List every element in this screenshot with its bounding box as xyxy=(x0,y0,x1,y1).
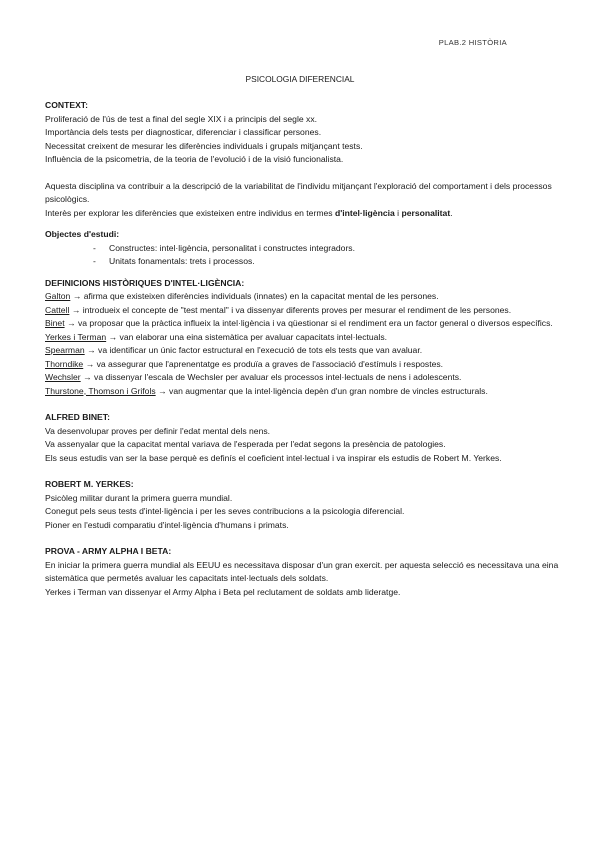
author-name: Cattell xyxy=(45,304,70,315)
author-name: Galton xyxy=(45,291,71,301)
author-name: Yerkes i Terman xyxy=(45,331,107,342)
section-heading: CONTEXT: xyxy=(45,100,88,110)
section-heading: ALFRED BINET: xyxy=(45,412,110,422)
context-line: Proliferació de l'ús de test a final del segle XIX i a principis del segle xx. xyxy=(45,113,318,124)
author-name: Wechsler xyxy=(45,372,81,382)
bold-term: d'intel·ligència xyxy=(334,207,395,218)
author-name: Spearman xyxy=(45,345,85,355)
context-line: Importància dels tests per diagnosticar, diferenciar i classificar persones. xyxy=(45,127,322,137)
section-line: Els seus estudis van ser la base perquè es definís el coeficient intel·lectual i va inspirar els estudis de Robert M. Yerkes. xyxy=(45,452,502,463)
definicions-section xyxy=(45,277,563,399)
section-heading: DEFINICIONS HISTÒRIQUES D'INTEL·LIGÈNCIA: xyxy=(45,277,245,288)
author-name: Binet xyxy=(45,318,65,328)
definition-item: Thurstone, Thomson i Grifols → van augmentar que la intel·ligència depèn d'un gran nombre de vincles estructurals. xyxy=(45,385,488,396)
section-line: Pioner en l'estudi comparatiu d'intel·ligència d'humans i primats. xyxy=(45,519,289,530)
context-paragraph: Interès per explorar les diferències que existeixen entre individus en termes d'intel·ligència i personalitat. xyxy=(45,207,453,218)
context-line: Influència de la psicometria, de la teoria de l'evolució i de la visió funcionalista. xyxy=(45,154,344,164)
definition-item: Binet → va proposar que la pràctica influeix la intel·ligència i va qüestionar si el rendiment era un factor general o diversos específics. xyxy=(45,318,553,328)
document-title: PSICOLOGIA DIFERENCIAL xyxy=(245,74,355,84)
section-line: Conegut pels seus tests d'intel·ligència i per les seves contribucions a la psicologia diferencial. xyxy=(45,506,405,516)
section-line: Yerkes i Terman van dissenyar el Army Alpha i Beta pel reclutament de soldats amb lideratge. xyxy=(45,586,401,597)
yerkes-section xyxy=(45,478,563,532)
list-item: - Unitats fonamentals: trets i processos. xyxy=(93,255,563,269)
section-line: Psicòleg militar durant la primera guerra mundial. xyxy=(45,492,233,503)
context-paragraph: Aquesta disciplina va contribuir a la descripció de la variabilitat de l'individu mitjançant l'exploració del comportament i dels processos psicològics. xyxy=(45,180,552,204)
section-heading: PROVA - ARMY ALPHA I BETA: xyxy=(45,546,172,556)
objectes-list xyxy=(45,242,563,269)
definition-item: Wechsler → va dissenyar l'escala de Wechsler per avaluar els processos intel·lectuals de nens i adolescents. xyxy=(45,372,462,382)
definition-item: Spearman → va identificar un únic factor estructural en l'execució de tots els tests que van avaluar. xyxy=(45,345,423,355)
document-body xyxy=(45,99,563,599)
bold-term: personalitat xyxy=(401,207,451,218)
section-heading: ROBERT M. YERKES: xyxy=(45,479,134,489)
section-heading: Objectes d'estudi: xyxy=(45,229,120,239)
list-item: - Constructes: intel·ligència, personalitat i constructes integradors. xyxy=(93,242,563,256)
objectes-section xyxy=(45,228,563,269)
context-section xyxy=(45,99,563,220)
definition-item: Thorndike → va assegurar que l'aprenentatge es produïa a graves de l'associació d'estímuls i respostes. xyxy=(45,358,444,369)
author-name: Thurstone, Thomson i Grifols xyxy=(45,385,156,396)
context-line: Necessitat creixent de mesurar les diferències individuals i grupals mitjançant tests. xyxy=(45,140,363,151)
definition-item: Yerkes i Terman → van elaborar una eina sistemàtica per avaluar capacitats intel·lectuals. xyxy=(45,331,388,342)
section-line: Va desenvolupar proves per definir l'edat mental dels nens. xyxy=(45,425,271,436)
binet-section xyxy=(45,411,563,465)
page-header: PLAB.2 HISTÒRIA xyxy=(438,38,507,47)
author-name: Thorndike xyxy=(45,358,84,369)
section-line: En iniciar la primera guerra mundial als EEUU es necessitava disposar d'un gran exercit. per aquesta selecció es necessitava una eina sistemàtica que permetés avaluar les capacitats intel·lectuals dels soldats. xyxy=(45,559,559,583)
section-line: Va assenyalar que la capacitat mental variava de l'esperada per l'edat segons la presència de patologies. xyxy=(45,439,446,449)
definition-item: Galton → afirma que existeixen diferències individuals (innates) en la capacitat mental de les persones. xyxy=(45,291,439,301)
definition-item: Cattell → introdueix el concepte de "test mental" i va dissenyar diferents proves per mesurar el rendiment de les persones. xyxy=(45,304,512,315)
army-section xyxy=(45,545,563,599)
